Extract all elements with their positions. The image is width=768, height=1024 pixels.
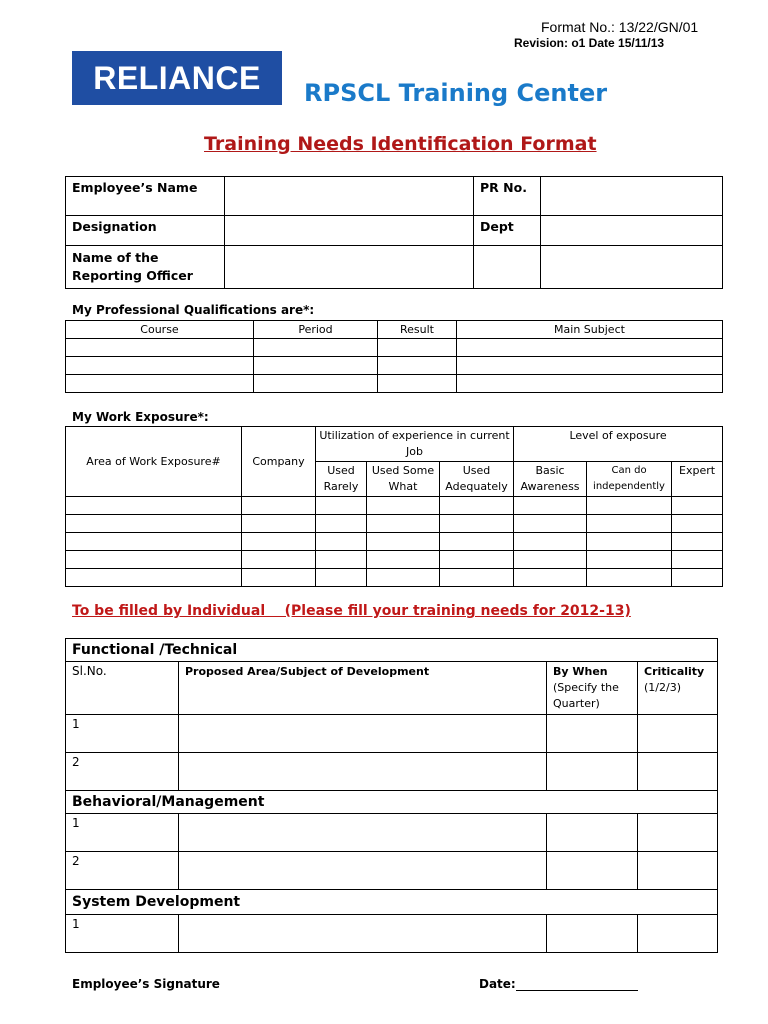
table-row: [66, 497, 723, 515]
cell[interactable]: [672, 569, 723, 587]
cell[interactable]: [179, 915, 547, 953]
cell[interactable]: [316, 515, 367, 533]
employee-info-table: [65, 176, 723, 289]
table-row: [66, 814, 718, 852]
format-number: Format No.: 13/22/GN/01: [541, 19, 699, 35]
utilization-header: Utilization of experience in current Job: [316, 427, 514, 462]
pr-no-field[interactable]: [541, 177, 723, 216]
cell[interactable]: [66, 569, 242, 587]
pr-no-label: PR No.: [474, 177, 541, 216]
functional-row-number: 1: [66, 715, 179, 753]
cell[interactable]: [242, 551, 316, 569]
cell[interactable]: [242, 533, 316, 551]
cell[interactable]: [587, 533, 672, 551]
used-adequately-header: Used Adequately: [440, 462, 514, 497]
cell[interactable]: [367, 551, 440, 569]
cell[interactable]: [66, 515, 242, 533]
col-result: Result: [378, 321, 457, 339]
cell[interactable]: [254, 339, 378, 357]
reporting-officer-extra-2[interactable]: [541, 246, 723, 289]
functional-row-number: 2: [66, 753, 179, 791]
table-row: [66, 753, 718, 791]
cell[interactable]: [440, 569, 514, 587]
used-somewhat-header: Used Some What: [367, 462, 440, 497]
cell[interactable]: [547, 715, 638, 753]
work-exposure-label: My Work Exposure*:: [72, 410, 209, 424]
functional-technical-label: Functional /Technical: [66, 639, 718, 662]
table-row: [66, 551, 723, 569]
table-row: [66, 533, 723, 551]
qualifications-table: [65, 320, 723, 393]
work-exposure-table: [65, 426, 723, 587]
col-course: Course: [66, 321, 254, 339]
reliance-logo: [72, 51, 282, 105]
cell[interactable]: [547, 852, 638, 890]
cell[interactable]: [378, 375, 457, 393]
system-row-number: 1: [66, 915, 179, 953]
cell[interactable]: [514, 569, 587, 587]
individual-section-heading: To be filled by Individual (Please fill your training needs for 2012-13): [72, 603, 631, 619]
cell[interactable]: [179, 852, 547, 890]
area-header: Area of Work Exposure#: [66, 427, 242, 497]
cell[interactable]: [378, 339, 457, 357]
behavioral-row-number: 1: [66, 814, 179, 852]
development-table: [65, 638, 718, 953]
cell[interactable]: [672, 551, 723, 569]
form-title-wrap: [204, 133, 597, 155]
table-row: [66, 915, 718, 953]
cell[interactable]: [242, 497, 316, 515]
cell[interactable]: [242, 569, 316, 587]
cell[interactable]: [66, 375, 254, 393]
cell[interactable]: [547, 753, 638, 791]
behavioral-row-number: 2: [66, 852, 179, 890]
cell[interactable]: [638, 753, 718, 791]
cell[interactable]: [179, 753, 547, 791]
cell[interactable]: [547, 814, 638, 852]
table-row: [66, 375, 723, 393]
dept-label: Dept: [474, 216, 541, 246]
cell[interactable]: [440, 551, 514, 569]
cell[interactable]: [66, 339, 254, 357]
cell[interactable]: [179, 814, 547, 852]
cell[interactable]: [514, 515, 587, 533]
reporting-officer-field[interactable]: [225, 246, 474, 289]
cell[interactable]: [514, 497, 587, 515]
cell[interactable]: [587, 497, 672, 515]
cell[interactable]: [587, 569, 672, 587]
cell[interactable]: [316, 497, 367, 515]
table-row: [66, 569, 723, 587]
cell[interactable]: [66, 357, 254, 375]
dept-field[interactable]: [541, 216, 723, 246]
cell[interactable]: [316, 551, 367, 569]
cell[interactable]: [66, 497, 242, 515]
cell[interactable]: [66, 551, 242, 569]
cell[interactable]: [66, 533, 242, 551]
cell[interactable]: [457, 339, 723, 357]
expert-header: Expert: [672, 462, 723, 497]
cell[interactable]: [254, 375, 378, 393]
date-label: Date:: [479, 977, 516, 991]
cell[interactable]: [638, 852, 718, 890]
col-period: Period: [254, 321, 378, 339]
slno-header: Sl.No.: [66, 662, 179, 715]
form-title: Training Needs Identification Format: [204, 133, 597, 155]
cell[interactable]: [672, 533, 723, 551]
basic-awareness-header: Basic Awareness: [514, 462, 587, 497]
designation-label: Designation: [66, 216, 225, 246]
system-development-label: System Development: [66, 890, 718, 915]
proposed-area-header: Proposed Area/Subject of Development: [179, 662, 547, 715]
cell[interactable]: [367, 497, 440, 515]
cell[interactable]: [457, 357, 723, 375]
revision-date: Revision: o1 Date 15/11/13: [514, 36, 665, 50]
cell[interactable]: [514, 533, 587, 551]
employee-signature-label: Employee’s Signature: [72, 977, 220, 991]
cell[interactable]: [378, 357, 457, 375]
cell[interactable]: [672, 497, 723, 515]
level-header: Level of exposure: [514, 427, 723, 462]
cell[interactable]: [440, 497, 514, 515]
cell[interactable]: [367, 533, 440, 551]
can-do-header: Can do independently: [587, 462, 672, 497]
cell[interactable]: [587, 515, 672, 533]
cell[interactable]: [638, 715, 718, 753]
cell[interactable]: [254, 357, 378, 375]
cell[interactable]: [672, 515, 723, 533]
table-row: [66, 357, 723, 375]
employee-name-field[interactable]: [225, 177, 474, 216]
cell[interactable]: [587, 551, 672, 569]
center-title: RPSCL Training Center: [304, 79, 608, 107]
reporting-officer-label: Name of the Reporting Officer: [66, 246, 225, 289]
table-row: [66, 715, 718, 753]
cell[interactable]: [440, 533, 514, 551]
date-input-line[interactable]: [516, 979, 638, 991]
cell[interactable]: [367, 515, 440, 533]
date-field: [479, 977, 638, 991]
cell[interactable]: [242, 515, 316, 533]
designation-field[interactable]: [225, 216, 474, 246]
used-rarely-header: Used Rarely: [316, 462, 367, 497]
table-row: [66, 515, 723, 533]
cell[interactable]: [457, 375, 723, 393]
cell[interactable]: [367, 569, 440, 587]
qualifications-label: My Professional Qualifications are*:: [72, 303, 315, 317]
cell[interactable]: [316, 533, 367, 551]
table-row: [66, 852, 718, 890]
cell[interactable]: [638, 915, 718, 953]
criticality-header: Criticality (1/2/3): [638, 662, 718, 715]
behavioral-management-label: Behavioral/Management: [66, 791, 718, 814]
table-row: [66, 339, 723, 357]
cell[interactable]: [638, 814, 718, 852]
cell[interactable]: [440, 515, 514, 533]
company-header: Company: [242, 427, 316, 497]
cell[interactable]: [514, 551, 587, 569]
logo-text: RELIANCE: [93, 59, 261, 96]
cell[interactable]: [179, 715, 547, 753]
employee-name-label: Employee’s Name: [66, 177, 225, 216]
reporting-officer-extra-1[interactable]: [474, 246, 541, 289]
cell[interactable]: [316, 569, 367, 587]
cell[interactable]: [547, 915, 638, 953]
col-main-subject: Main Subject: [457, 321, 723, 339]
by-when-header: By When (Specify the Quarter): [547, 662, 638, 715]
